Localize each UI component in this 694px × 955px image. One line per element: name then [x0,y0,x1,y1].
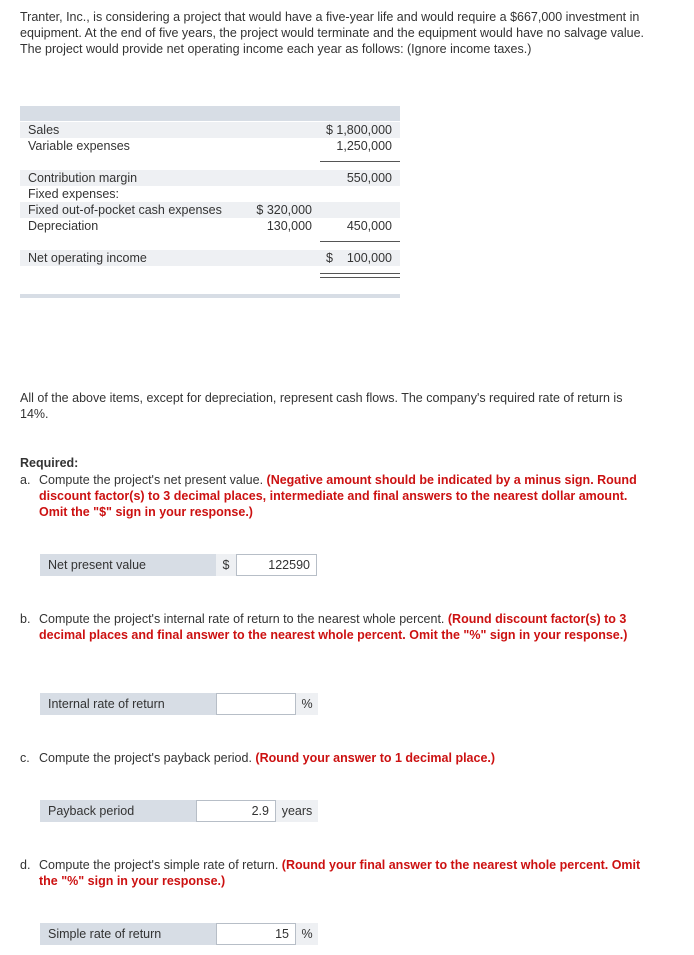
npv-label: Net present value [40,554,216,576]
part-b-letter: b. [20,612,31,626]
part-d-instructions: (Round your final answer to the nearest whole percent. Omit the "%" sign in your response.) [39,858,641,888]
part-c-text: Compute the project's payback period. [39,751,252,765]
simple-rate-input[interactable]: 15 [216,923,296,945]
part-c-question [20,750,645,766]
fixed-expenses-label: Fixed expenses: [28,187,120,201]
subtotal-rule-2 [320,241,400,242]
row-variable-expenses [20,138,400,154]
row-contribution-margin [20,170,400,186]
depreciation-label: Depreciation [28,219,99,233]
variable-expenses-label: Variable expenses [28,139,130,153]
fixed-cash-expenses-value: $ 320,000 [256,203,312,217]
irr-input[interactable] [216,693,296,715]
part-d-text: Compute the project's simple rate of return. [39,858,279,872]
net-operating-income-label: Net operating income [28,251,147,265]
simple-rate-unit: % [296,923,318,945]
part-b-question [20,611,645,643]
part-a-instructions: (Negative amount should be indicated by a minus sign. Round discount factor(s) to 3 decimal places, intermediate and final answers to the nearest dollar amount. Omit the "$" sign in your response.) [39,473,637,519]
double-rule-bottom [320,277,400,278]
contribution-margin-label: Contribution margin [28,171,138,185]
double-rule-top [320,273,400,274]
depreciation-value: 130,000 [266,219,312,233]
net-operating-income-value: 100,000 [346,251,392,265]
part-a-text: Compute the project's net present value. [39,473,264,487]
part-d-letter: d. [20,858,31,872]
variable-expenses-value: 1,250,000 [336,139,392,153]
statement-header-bar [20,106,400,121]
npv-input[interactable]: 122590 [236,554,317,576]
sales-label: Sales [28,123,60,137]
payback-label: Payback period [40,800,196,822]
payback-unit: years [276,800,318,822]
npv-currency: $ [216,554,236,576]
part-b-instructions: (Round discount factor(s) to 3 decimal places and final answer to the nearest whole percent. Omit the "%" sign in your response.) [39,612,628,642]
irr-label: Internal rate of return [40,693,216,715]
cash-flow-note: All of the above items, except for depreciation, represent cash flows. The company's required rate of return is 14%. [20,391,623,421]
irr-unit: % [296,693,318,715]
fixed-expenses-total: 450,000 [346,219,392,233]
problem-intro: Tranter, Inc., is considering a project that would have a five-year life and would require a $667,000 investment in equipment. At the end of five years, the project would terminate and the equipment would have no salvage value. The project would provide net operating income each year as follows: (Ignore income taxes.) [20,10,645,56]
row-sales [20,122,400,138]
subtotal-rule-1 [320,161,400,162]
required-heading: Required: [20,456,79,470]
row-net-operating-income [20,250,400,266]
row-depreciation [20,218,400,234]
part-d-question [20,857,645,889]
fixed-cash-expenses-label: Fixed out-of-pocket cash expenses [28,203,222,217]
part-a-letter: a. [20,473,31,487]
sales-value: $ 1,800,000 [325,123,392,137]
part-c-letter: c. [20,751,30,765]
statement-footer-bar [20,294,400,298]
part-b-text: Compute the project's internal rate of return to the nearest whole percent. [39,612,445,626]
contribution-margin-value: 550,000 [346,171,392,185]
payback-input[interactable]: 2.9 [196,800,276,822]
row-fixed-cash-expenses [20,202,400,218]
part-a-question [20,472,645,520]
part-c-instructions: (Round your answer to 1 decimal place.) [255,751,496,765]
net-operating-income-currency: $ [326,251,333,265]
simple-rate-label: Simple rate of return [40,923,216,945]
row-fixed-expenses [20,186,400,202]
